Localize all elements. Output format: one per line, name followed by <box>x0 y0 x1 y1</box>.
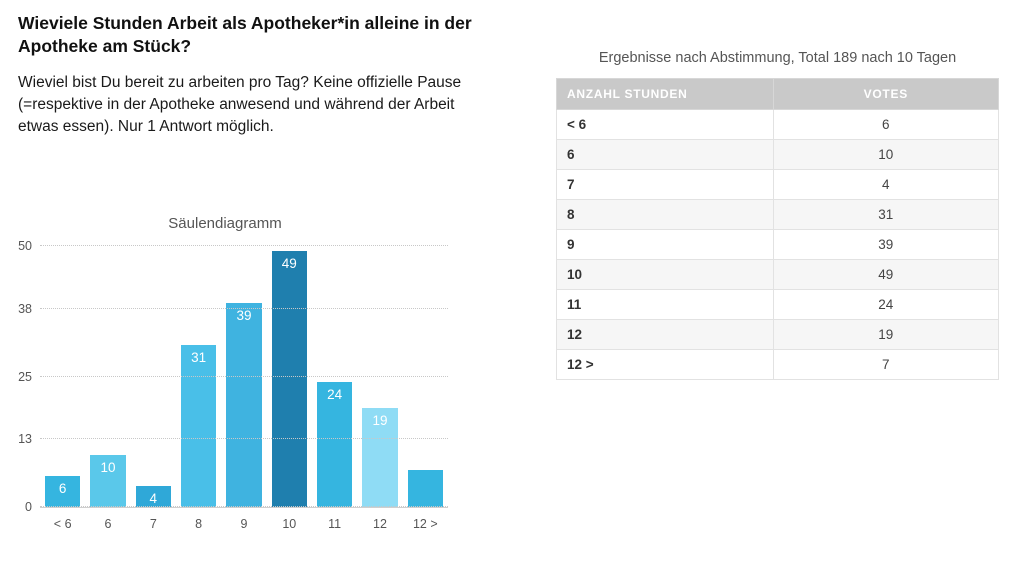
cell-votes: 49 <box>773 260 998 290</box>
cell-hours: 6 <box>557 140 774 170</box>
table-row <box>557 230 999 260</box>
chart-bar <box>362 408 397 507</box>
chart-bar <box>90 455 125 507</box>
bar-chart <box>0 215 470 555</box>
chart-gridline <box>25 500 448 514</box>
chart-bar-value-label: 31 <box>191 350 207 366</box>
chart-bar-cell <box>40 246 85 507</box>
chart-bar-value-label: 49 <box>281 256 297 272</box>
chart-bar-cell <box>267 246 312 507</box>
cell-hours: 10 <box>557 260 774 290</box>
page-title: Wieviele Stunden Arbeit als Apotheker*in alleine in der Apotheke am Stück? <box>18 13 472 57</box>
chart-x-tick-label: 7 <box>149 517 157 531</box>
cell-votes: 10 <box>773 140 998 170</box>
cell-votes: 19 <box>773 320 998 350</box>
chart-x-tick-label: 12 > <box>412 517 438 531</box>
cell-hours: < 6 <box>557 110 774 140</box>
results-block <box>556 50 999 380</box>
table-row <box>557 140 999 170</box>
chart-bar-cell <box>221 246 266 507</box>
chart-bar-cell <box>312 246 357 507</box>
chart-x-tick-label: 10 <box>282 517 297 531</box>
chart-title: Säulendiagramm <box>168 215 282 232</box>
cell-votes: 31 <box>773 200 998 230</box>
chart-y-tick-label: 25 <box>18 369 32 384</box>
cell-hours: 11 <box>557 290 774 320</box>
chart-gridline <box>18 432 448 447</box>
chart-bar-cell <box>176 246 221 507</box>
chart-bar <box>317 382 352 507</box>
column-header-hours: ANZAHL STUNDEN <box>557 79 774 110</box>
cell-hours: 9 <box>557 230 774 260</box>
table-row <box>557 110 999 140</box>
cell-votes: 6 <box>773 110 998 140</box>
chart-y-tick-label: 38 <box>18 301 32 316</box>
chart-bar-value-label: 24 <box>327 386 343 402</box>
cell-votes: 24 <box>773 290 998 320</box>
table-row <box>557 260 999 290</box>
chart-x-tick-label: 8 <box>195 517 203 531</box>
chart-gridline <box>18 369 448 384</box>
table-row <box>557 290 999 320</box>
chart-bar-cell <box>403 246 448 507</box>
chart-x-tick-label: < 6 <box>53 517 72 531</box>
chart-bar-value-label: 4 <box>149 491 158 507</box>
question-description: Wieviel bist Du bereit zu arbeiten pro Tag? Keine offizielle Pause (=respektive in der Apotheke anwesend und während der Arbeit etwas essen). Nur 1 Antwort möglich. <box>18 74 462 136</box>
chart-x-tick-label: 9 <box>240 517 248 531</box>
table-row <box>557 200 999 230</box>
chart-bar <box>226 303 261 507</box>
chart-x-tick-label: 12 <box>373 517 387 531</box>
chart-bar-cell <box>357 246 402 507</box>
chart-bar-cell <box>85 246 130 507</box>
chart-bar <box>408 470 443 507</box>
table-row <box>557 170 999 200</box>
chart-bar <box>45 476 80 507</box>
cell-hours: 12 > <box>557 350 774 380</box>
chart-x-tick-label: 11 <box>328 517 342 531</box>
chart-bar-value-label: 19 <box>372 412 388 428</box>
results-table-head <box>557 79 999 110</box>
table-header-row <box>557 79 999 110</box>
chart-x-tick-label: 6 <box>104 517 112 531</box>
chart-bar-cell <box>131 246 176 507</box>
table-row <box>557 320 999 350</box>
chart-bar-value-label: 10 <box>100 459 116 475</box>
cell-votes: 4 <box>773 170 998 200</box>
chart-bar <box>136 486 171 507</box>
chart-y-tick-label: 13 <box>18 432 32 447</box>
chart-bar <box>272 251 307 507</box>
chart-bar-value-label: 39 <box>236 308 252 324</box>
results-table-body <box>557 110 999 380</box>
chart-bars <box>40 246 448 507</box>
column-header-votes: VOTES <box>773 79 998 110</box>
cell-votes: 39 <box>773 230 998 260</box>
chart-bar <box>181 345 216 507</box>
cell-hours: 12 <box>557 320 774 350</box>
cell-votes: 7 <box>773 350 998 380</box>
chart-x-axis <box>40 508 448 531</box>
results-caption: Ergebnisse nach Abstimmung, Total 189 nach 10 Tagen <box>598 50 957 66</box>
cell-hours: 8 <box>557 200 774 230</box>
results-table <box>556 78 999 380</box>
chart-gridline <box>18 239 448 253</box>
question-block <box>18 12 518 138</box>
chart-plot-area <box>18 239 448 514</box>
cell-hours: 7 <box>557 170 774 200</box>
table-row <box>557 350 999 380</box>
chart-bar-value-label: 6 <box>58 480 67 496</box>
chart-y-tick-label: 0 <box>25 500 32 514</box>
chart-y-tick-label: 50 <box>18 239 32 253</box>
